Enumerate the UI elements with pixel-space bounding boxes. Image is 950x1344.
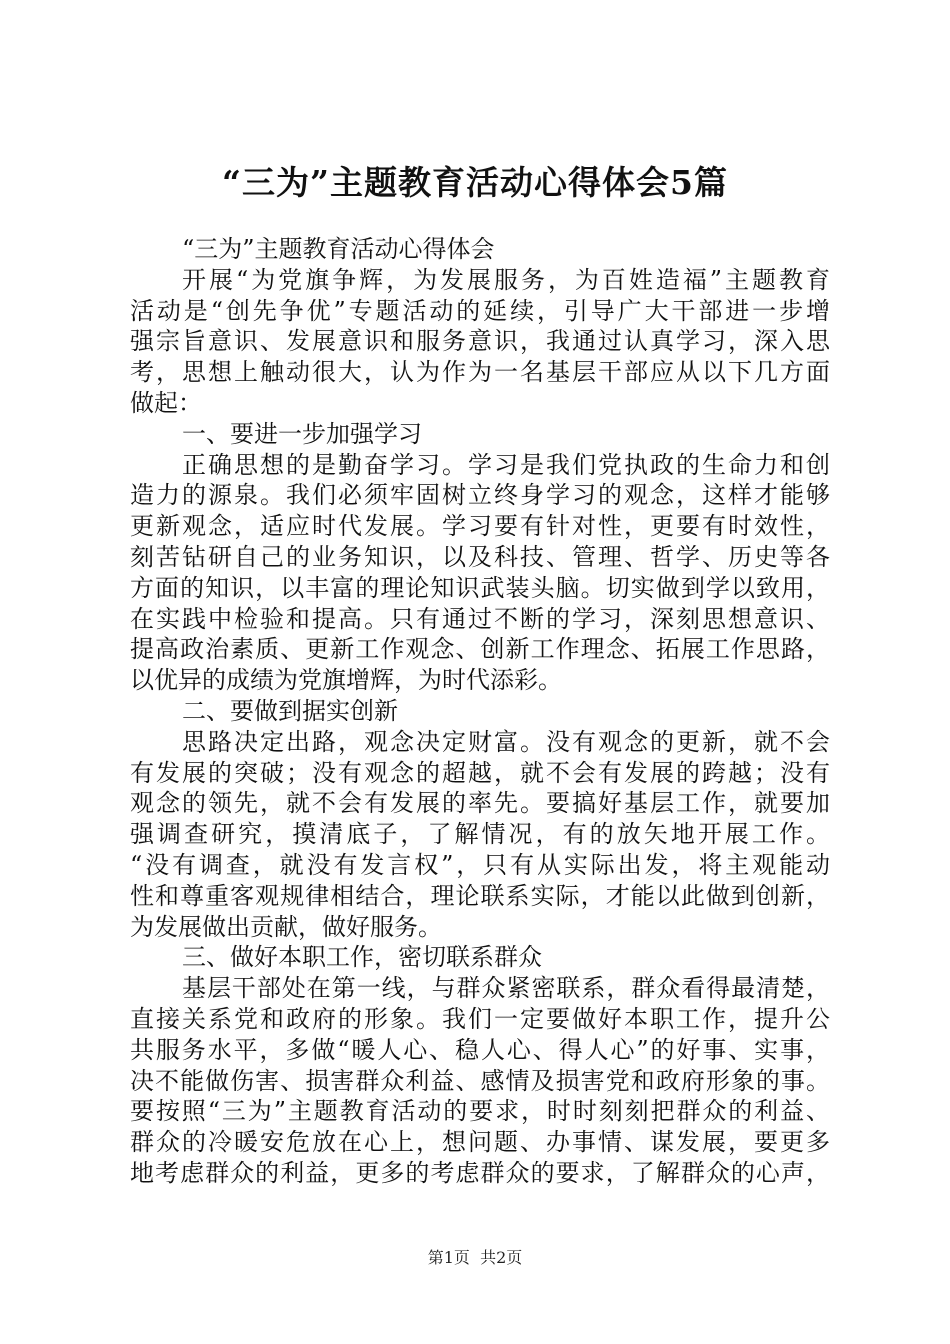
body-line: 二、要做到据实创新 [182, 696, 398, 725]
body-line: 基层干部处在第一线，与群众紧密联系，群众看得最清楚， [182, 974, 830, 1003]
body-line: 为发展做出贡献，做好服务。 [130, 912, 442, 941]
body-line: 共服务水平，多做“暖人心、稳人心、得人心”的好事、实事， [130, 1035, 830, 1064]
body-line: 性和尊重客观规律相结合，理论联系实际，才能以此做到创新， [130, 881, 830, 910]
page-footer [0, 1247, 950, 1269]
body-line: 思路决定出路，观念决定财富。没有观念的更新，就不会 [182, 727, 830, 756]
body-line: 开展“为党旗争辉，为发展服务，为百姓造福”主题教育 [182, 265, 830, 294]
body-line: 群众的冷暖安危放在心上，想问题、办事情、谋发展，要更多 [130, 1128, 830, 1157]
body-line: 直接关系党和政府的形象。我们一定要做好本职工作，提升公 [130, 1004, 830, 1033]
body-line: 活动是“创先争优”专题活动的延续，引导广大干部进一步增 [130, 296, 830, 325]
body-line: 提高政治素质、更新工作观念、创新工作理念、拓展工作思路， [130, 635, 830, 664]
document-title: “三为”主题教育活动心得体会5篇 [222, 163, 728, 202]
body-line: 强宗旨意识、发展意识和服务意识，我通过认真学习，深入思 [130, 327, 830, 356]
page-number-label: 第1页 共2页 [427, 1248, 523, 1267]
body-line: “没有调查，就没有发言权”，只有从实际出发，将主观能动 [130, 850, 830, 879]
body-line: 地考虑群众的利益，更多的考虑群众的要求，了解群众的心声， [130, 1158, 830, 1187]
body-line: “三为”主题教育活动心得体会 [182, 235, 495, 263]
body-line: 观念的领先，就不会有发展的率先。要搞好基层工作，就要加 [130, 789, 830, 818]
body-line: 考，思想上触动很大，认为作为一名基层干部应从以下几方面 [130, 358, 830, 387]
document-body [130, 234, 830, 1189]
body-line: 造力的源泉。我们必须牢固树立终身学习的观念，这样才能够 [130, 481, 830, 510]
body-line: 有发展的突破；没有观念的超越，就不会有发展的跨越；没有 [130, 758, 830, 787]
body-line: 决不能做伤害、损害群众利益、感情及损害党和政府形象的事。 [130, 1066, 830, 1095]
body-line: 要按照“三为”主题教育活动的要求，时时刻刻把群众的利益、 [130, 1097, 830, 1126]
body-line: 在实践中检验和提高。只有通过不断的学习，深刻思想意识、 [130, 604, 830, 633]
body-line: 一、要进一步加强学习 [182, 419, 422, 448]
body-line: 做起： [130, 388, 202, 417]
body-line: 正确思想的是勤奋学习。学习是我们党执政的生命力和创 [182, 450, 830, 479]
body-line: 三、做好本职工作，密切联系群众 [182, 943, 542, 972]
body-line: 更新观念，适应时代发展。学习要有针对性，更要有时效性， [130, 512, 830, 541]
body-line: 方面的知识，以丰富的理论知识武装头脑。切实做到学以致用， [130, 573, 830, 602]
body-line: 强调查研究，摸清底子，了解情况，有的放矢地开展工作。 [130, 820, 830, 849]
body-line: 刻苦钻研自己的业务知识，以及科技、管理、哲学、历史等各 [130, 542, 830, 571]
body-line: 以优异的成绩为党旗增辉，为时代添彩。 [130, 666, 562, 695]
